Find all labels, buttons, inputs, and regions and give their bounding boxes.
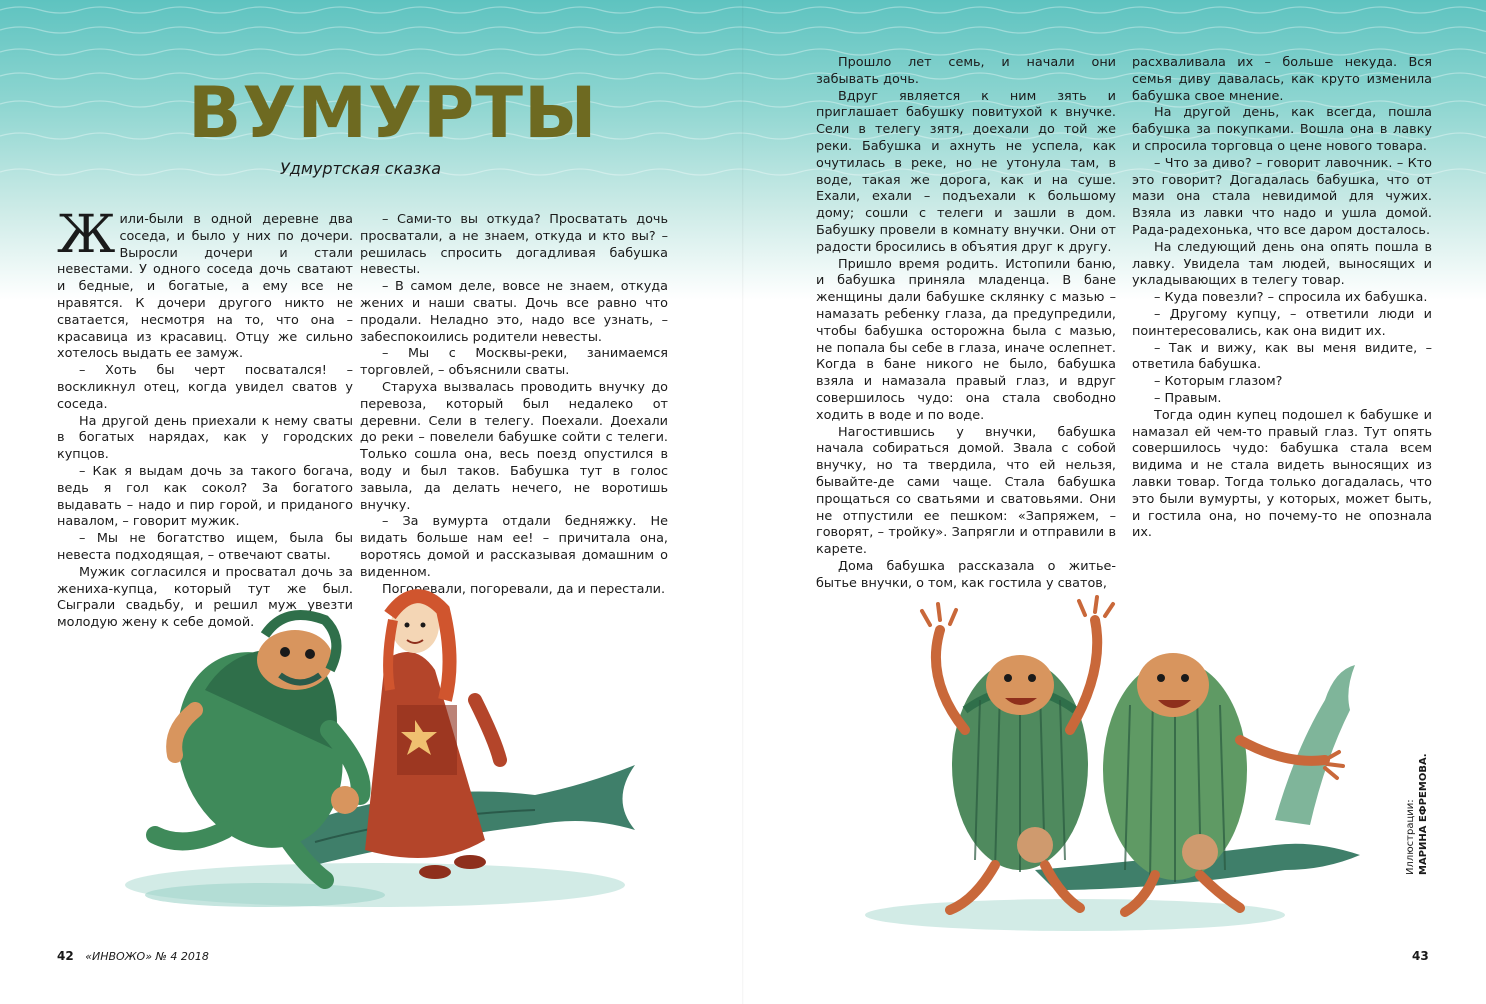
paragraph: Дома бабушка рассказала о житье-бытье внучки, о том, как гостила у сватов,	[816, 558, 1116, 591]
paragraph: – Мы с Москвы-реки, занимаемся торговлей, – объяснили сваты.	[360, 346, 668, 379]
illustration-two-vumurts	[855, 590, 1375, 935]
paragraph: – За вумурта отдали бедняжку. Не видать больше нам ее! – причитала она, воротясь домой и рассказывая домашним о виденном.	[360, 514, 668, 580]
page-number-right: 43	[1412, 949, 1429, 963]
story-subtitle: Удмуртская сказка	[280, 159, 442, 178]
text-column-1	[57, 205, 353, 632]
paragraph: – Которым глазом?	[1154, 374, 1283, 390]
paragraph: На другой день приехали к нему сваты в богатых нарядах, как у городских купцов.	[57, 413, 353, 463]
illustration-credit	[1404, 754, 1430, 876]
paragraph: – Другому купцу, – ответили люди и поинтересовались, как она видит их.	[1132, 306, 1432, 339]
drop-cap: Ж	[57, 205, 116, 265]
paragraph: Тогда один купец подошел к бабушке и намазал ей чем-то правый глаз. Тут опять совершилось чудо: бабушка стала всем видима и не стала видеть выносящих из лавки товар. Тогда только догадалась, что это были вумурты, у которых, может быть, и гостила она, но почему-то не опознала их.	[1132, 407, 1432, 541]
paragraph: Прошло лет семь, и начали они забывать дочь.	[816, 55, 1116, 87]
story-title: ВУМУРТЫ	[188, 72, 598, 154]
magazine-issue: «ИНВОЖО» № 4 2018	[85, 950, 209, 963]
text-column-3	[816, 55, 1116, 593]
text-column-2	[360, 212, 668, 598]
paragraph: – Правым.	[1154, 390, 1222, 406]
paragraph: – Так и вижу, как вы меня видите, – ответила бабушка.	[1132, 340, 1432, 373]
paragraph: – Что за диво? – говорит лавочник. – Кто это говорит? Догадалась бабушка, что от мази она стала невидимой для чужих. Взяла из лавки что надо и ушла домой. Рада-радехонька, что все даром досталось.	[1132, 155, 1432, 238]
paragraph: Старуха вызвалась проводить внучку до перевоза, который был недалеко от деревни. Сели в телегу. Поехали. Доехали до реки – повелели бабушке сойти с телеги. Только сошла она, весь поезд опустился в воду и был таков. Бабушка тут в голос завыла, да делать нечего, не воротишь внучку.	[360, 379, 668, 513]
credit-label: Иллюстрации:	[1405, 799, 1416, 875]
credit-name: МАРИНА ЕФРЕМОВА.	[1418, 753, 1429, 875]
paragraph: – В самом деле, вовсе не знаем, откуда жених и наши сваты. Дочь все равно что продали. Неладно это, надо все узнать, – забеспокоились родители невесты.	[360, 279, 668, 345]
paragraph: – Сами-то вы откуда? Просватать дочь просватали, а не знаем, откуда и кто вы? – решилась спросить догадливая бабушка невесты.	[360, 212, 668, 278]
page-number-left: 42	[57, 949, 74, 963]
paragraph: – Куда повезли? – спросила их бабушка.	[1154, 290, 1428, 306]
illustration-vumurt-and-girl	[115, 580, 655, 915]
footer-left	[57, 949, 209, 963]
paragraph: – Мы не богатство ищем, была бы невеста подходящая, – отвечают сваты.	[57, 531, 353, 563]
paragraph: – Как я выдам дочь за такого богача, ведь я гол как сокол? За богатого выдавать – надо и пир горой, и приданого навалом, – говорит мужик.	[57, 463, 353, 530]
paragraph: Мужик согласился и просватал дочь за жениха-купца, который тут же был. Сыграли свадьбу, и решил муж увезти молодую жену к себе домой.	[57, 564, 353, 631]
paragraph: Погоревали, погоревали, да и перестали.	[382, 581, 666, 597]
paragraph: Вдруг является к ним зять и приглашает бабушку повитухой к внучке. Сели в телегу зятя, доехали до той же реки. Бабушка и ахнуть не успела, как очутилась в реке, но не утонула там, в воде, такая же дорога, как и на суше. Ехали, ехали – подъехали к большому дому; сошли с телеги и зашли в дом. Бабушку провели в комнату внучки. Они от радости бросились в объятия друг к другу.	[816, 88, 1116, 255]
paragraph: расхваливала их – больше некуда. Вся семья диву давалась, как круто изменила бабушка свое мнение.	[1132, 55, 1432, 104]
text-column-4	[1132, 55, 1432, 542]
paragraph: Пришло время родить. Истопили баню, и бабушка приняла младенца. В бане женщины дали бабушке склянку с мазью – намазать ребенку глаза, да предупредили, чтобы бабушка осторожна была с мазью, не попала бы себе в глаза, иначе ослепнет. Когда в бане никого не было, бабушка взяла и намазала правый глаз, и вдруг совершилось чудо: она стала свободно ходить в воде и по воде.	[816, 256, 1116, 423]
paragraph: – Хоть бы черт посватался! – воскликнул отец, когда увидел сватов у соседа.	[57, 363, 353, 412]
page-gutter	[742, 0, 744, 1004]
paragraph: Жили-были в одной деревне два соседа, и было у них по дочери. Выросли дочери и стали невестами. У одного соседа дочь сватают и бедные, и богатые, а ему все не нравятся. К дочери другого никто не сватается, несмотря на то, что она – красавица из красавиц. Отцу же сильно хотелось выдать ее замуж.	[57, 205, 353, 362]
paragraph: Нагостившись у внучки, бабушка начала собираться домой. Звала с собой внучку, но та твердила, что ей нельзя, бывайте-де сами чаще. Стала бабушка прощаться со сватьями и сватовьями. Они не отпустили ее пешком: «Запряжем, – говорят, – тройку». Запрягли и отправили в карете.	[816, 424, 1116, 558]
paragraph: На другой день, как всегда, пошла бабушка за покупками. Вошла она в лавку и спросила торговца о цене нового товара.	[1132, 105, 1432, 154]
paragraph: На следующий день она опять пошла в лавку. Увидела там людей, выносящих и укладывающих в телегу товар.	[1132, 239, 1432, 289]
